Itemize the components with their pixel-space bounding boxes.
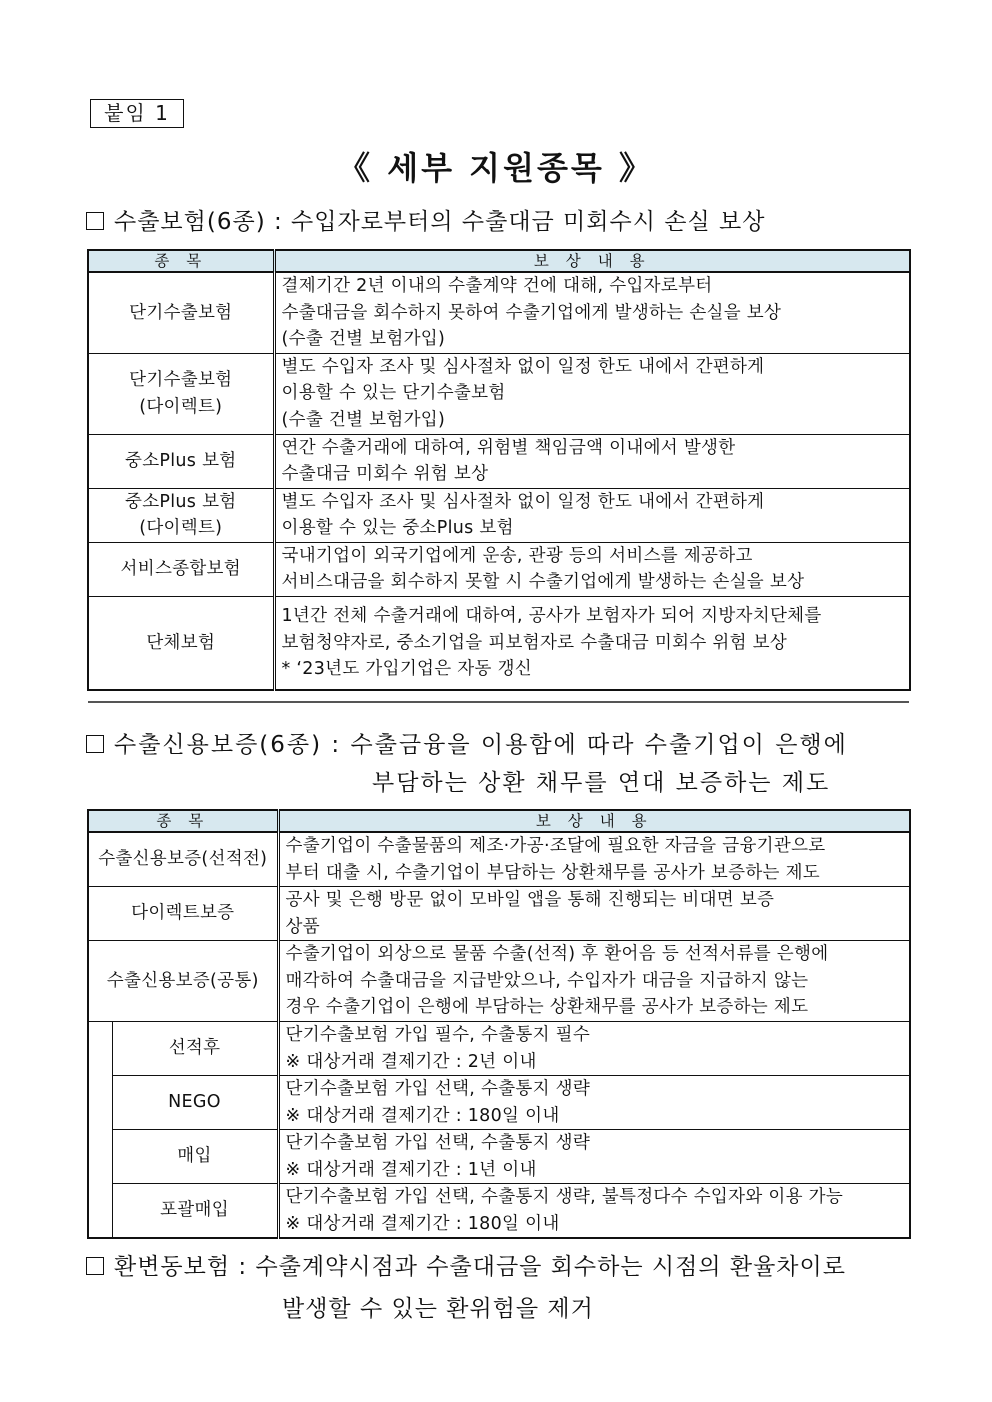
table-header-row xyxy=(88,810,910,832)
table-row xyxy=(88,488,910,542)
section3-heading-line2: 발생할 수 있는 환위험을 제거 xyxy=(282,1296,594,1322)
sub-table-row xyxy=(88,1022,910,1076)
header-content: 보 상 내 용 xyxy=(278,810,910,832)
table-row xyxy=(88,353,910,434)
checkbox-square-icon xyxy=(86,735,104,753)
sub-item-name: 선적후 xyxy=(112,1022,278,1076)
sub-item-name: 매입 xyxy=(112,1130,278,1184)
sub-item-desc: 단기수출보험 가입 선택, 수출통지 생략 ※ 대상거래 결제기간 : 180일 이내 xyxy=(278,1076,910,1130)
item-desc: 연간 수출거래에 대하여, 위험별 책임금액 이내에서 발생한 수출대금 미회수 위험 보상 xyxy=(274,434,910,488)
sub-item-desc: 단기수출보험 가입 선택, 수출통지 생략, 불특정다수 수입자와 이용 가능 ※ 대상거래 결제기간 : 180일 이내 xyxy=(278,1184,910,1239)
section3-heading-line1: 환변동보험 : 수출계약시점과 수출대금을 회수하는 시점의 환율차이로 xyxy=(114,1254,846,1280)
table-header-row xyxy=(88,250,910,272)
attachment-label: 붙임 1 xyxy=(90,99,184,128)
sub-table-row xyxy=(88,1184,910,1239)
item-desc: 별도 수입자 조사 및 심사절차 없이 일정 한도 내에서 간편하게 이용할 수 있는 단기수출보험 (수출 건별 보험가입) xyxy=(274,353,910,434)
export-credit-guarantee-table xyxy=(87,809,911,1239)
sub-item-name: NEGO xyxy=(112,1076,278,1130)
table-bottom-rule xyxy=(88,701,909,703)
table-row xyxy=(88,596,910,690)
sub-table-row xyxy=(88,1130,910,1184)
checkbox-square-icon xyxy=(86,212,104,230)
export-insurance-table xyxy=(87,249,911,691)
sub-row-indent xyxy=(88,1022,112,1239)
table-row xyxy=(88,542,910,596)
table-row xyxy=(88,941,910,1022)
item-desc: 1년간 전체 수출거래에 대하여, 공사가 보험자가 되어 지방자치단체를 보험청약자로, 중소기업을 피보험자로 수출대금 미회수 위험 보상 * ‘23년도 가입기업은 자동 갱신 xyxy=(274,596,910,690)
table-row xyxy=(88,434,910,488)
item-desc: 국내기업이 외국기업에게 운송, 관광 등의 서비스를 제공하고 서비스대금을 회수하지 못할 시 수출기업에게 발생하는 손실을 보상 xyxy=(274,542,910,596)
item-name: 중소Plus 보험 (다이렉트) xyxy=(88,488,274,542)
item-name: 수출신용보증(공통) xyxy=(88,941,278,1022)
table-row xyxy=(88,272,910,353)
table-row xyxy=(88,887,910,941)
item-name: 수출신용보증(선적전) xyxy=(88,832,278,887)
section1-heading xyxy=(86,203,765,236)
header-content: 보 상 내 용 xyxy=(274,250,910,272)
section2-heading xyxy=(86,726,848,796)
item-name: 단기수출보험 (다이렉트) xyxy=(88,353,274,434)
header-item: 종 목 xyxy=(88,250,274,272)
item-name: 서비스종합보험 xyxy=(88,542,274,596)
item-desc: 수출기업이 외상으로 물품 수출(선적) 후 환어음 등 선적서류를 은행에 매각하여 수출대금을 지급받았으나, 수입자가 대금을 지급하지 않는 경우 수출기업이 은행에 부담하는 상환채무를 공사가 보증하는 제도 xyxy=(278,941,910,1022)
page-title: 《 세부 지원종목 》 xyxy=(338,149,654,187)
item-name: 다이렉트보증 xyxy=(88,887,278,941)
item-name: 중소Plus 보험 xyxy=(88,434,274,488)
item-desc: 공사 및 은행 방문 없이 모바일 앱을 통해 진행되는 비대면 보증 상품 xyxy=(278,887,910,941)
item-desc: 수출기업이 수출물품의 제조·가공·조달에 필요한 자금을 금융기관으로 부터 대출 시, 수출기업이 부담하는 상환채무를 공사가 보증하는 제도 xyxy=(278,832,910,887)
item-desc: 별도 수입자 조사 및 심사절차 없이 일정 한도 내에서 간편하게 이용할 수 있는 중소Plus 보험 xyxy=(274,488,910,542)
sub-item-desc: 단기수출보험 가입 선택, 수출통지 생략 ※ 대상거래 결제기간 : 1년 이내 xyxy=(278,1130,910,1184)
section1-heading-text: 수출보험(6종) : 수입자로부터의 수출대금 미회수시 손실 보상 xyxy=(114,209,766,235)
section2-heading-line1: 수출신용보증(6종) : 수출금융을 이용함에 따라 수출기업이 은행에 xyxy=(114,732,848,758)
sub-item-name: 포괄매입 xyxy=(112,1184,278,1239)
checkbox-square-icon xyxy=(86,1257,104,1275)
header-item: 종 목 xyxy=(88,810,278,832)
sub-table-row xyxy=(88,1076,910,1130)
item-name: 단체보험 xyxy=(88,596,274,690)
item-desc: 결제기간 2년 이내의 수출계약 건에 대해, 수입자로부터 수출대금을 회수하지 못하여 수출기업에게 발생하는 손실을 보상 (수출 건별 보험가입) xyxy=(274,272,910,353)
section2-heading-line2: 부담하는 상환 채무를 연대 보증하는 제도 xyxy=(372,770,831,796)
sub-item-desc: 단기수출보험 가입 필수, 수출통지 필수 ※ 대상거래 결제기간 : 2년 이내 xyxy=(278,1022,910,1076)
item-name: 단기수출보험 xyxy=(88,272,274,353)
section3-heading xyxy=(86,1248,846,1322)
table-row xyxy=(88,832,910,887)
